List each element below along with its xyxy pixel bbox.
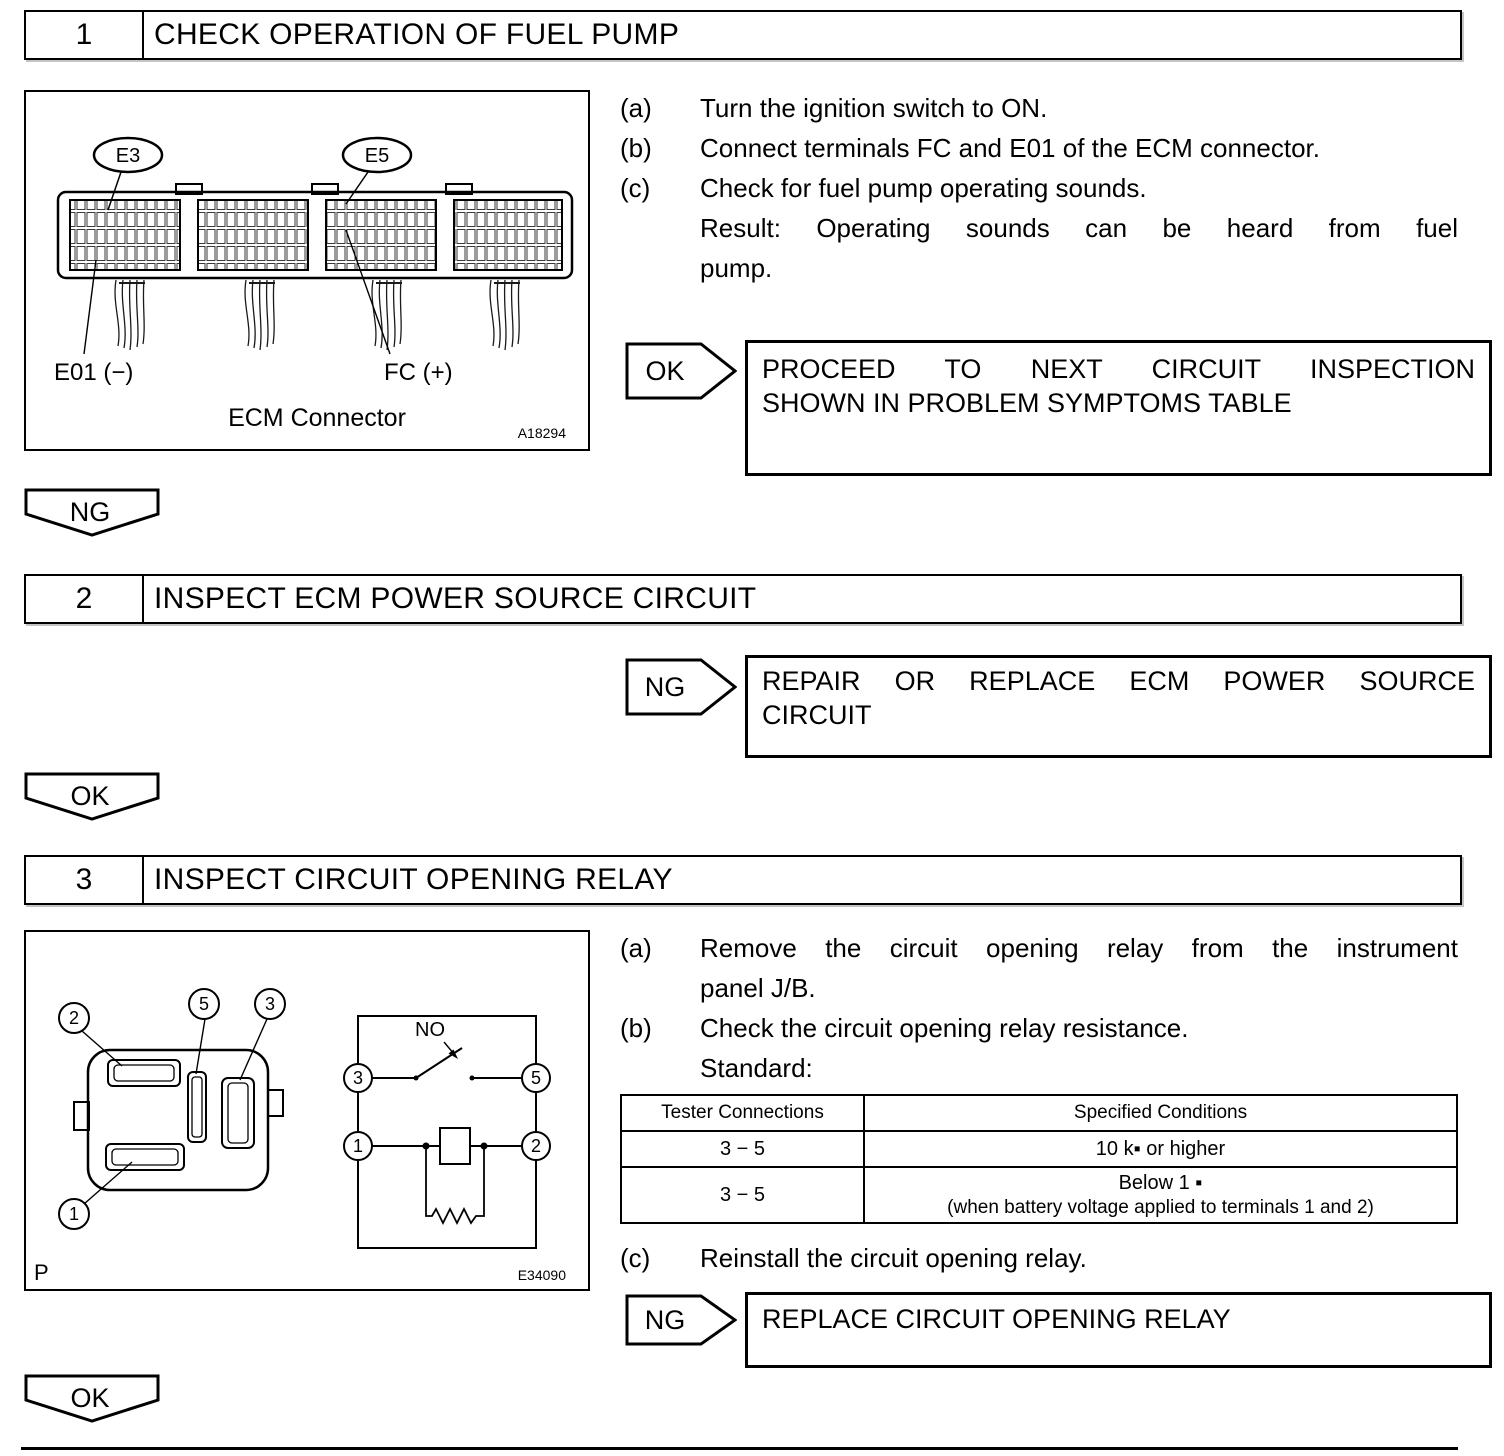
step3-ng-action-box (745, 1292, 1492, 1368)
step1-header (24, 10, 1462, 60)
instruction-text: Turn the ignition switch to ON. (700, 93, 1048, 123)
action-line: CIRCUIT (762, 700, 872, 730)
instruction-marker: (a) (620, 93, 652, 123)
fc-terminal-label: FC (+) (384, 359, 453, 386)
corner-label: P (34, 1260, 49, 1285)
ok-arrow-label: OK (645, 356, 685, 386)
step1-instructions (620, 88, 1458, 288)
instruction-text: Check the circuit opening relay resistance. (700, 1013, 1189, 1043)
step1-number: 1 (26, 12, 144, 58)
wire-bundles (115, 280, 520, 350)
step1-ng-connector (24, 488, 160, 543)
instruction-item (620, 1008, 1458, 1048)
spec-row (621, 1131, 1457, 1167)
spec-row (621, 1167, 1457, 1223)
step1-title: CHECK OPERATION OF FUEL PUMP (154, 18, 680, 51)
ng-connector-label: NG (69, 497, 111, 527)
standard-label: Standard: (700, 1053, 813, 1083)
pin-grid-blocks (70, 200, 562, 270)
instruction-text: Connect terminals FC and E01 of the ECM connector. (700, 133, 1320, 163)
instruction-item (620, 928, 1458, 1008)
relay-schematic (358, 1016, 536, 1248)
instruction-text (700, 928, 1458, 1008)
condition-note: (when battery voltage applied to terminals 1 and 2) (947, 1197, 1374, 1218)
pin5-callout: 5 (198, 994, 210, 1014)
result-line: Result: Operating sounds can be heard from fuel (700, 213, 1458, 243)
circuit-opening-relay-figure (24, 930, 590, 1291)
step3-instructions (620, 928, 1458, 1278)
ok-down-shape (24, 772, 160, 822)
figure-code: E34090 (517, 1267, 566, 1283)
e3-label: E3 (115, 145, 141, 167)
ok-connector-label: OK (70, 781, 110, 811)
ng-arrow-label: NG (644, 1305, 686, 1335)
relay-pin-callouts (59, 989, 285, 1229)
instruction-item (620, 128, 1458, 168)
result-line: pump. (700, 253, 773, 283)
instruction-marker: (a) (620, 933, 652, 963)
ok-down-shape (24, 1374, 160, 1424)
specified-conditions-header: Specified Conditions (864, 1095, 1457, 1131)
action-line: REPLACE CIRCUIT OPENING RELAY (762, 1304, 1231, 1334)
step2-header (24, 574, 1462, 624)
step2-number: 2 (26, 576, 144, 622)
action-line: REPAIR OR REPLACE ECM POWER SOURCE (762, 666, 1475, 696)
step3-header (24, 855, 1462, 905)
figure-code: A18294 (517, 425, 566, 441)
instruction-line: Remove the circuit opening relay from the instrument (700, 933, 1458, 963)
ecm-connector-figure (24, 90, 590, 451)
condition-value: Below 1 ▪ (1118, 1172, 1203, 1194)
pin1-callout: 1 (68, 1204, 80, 1224)
pin3-callout: 3 (264, 994, 276, 1014)
ng-down-shape (24, 488, 160, 538)
action-line: PROCEED TO NEXT CIRCUIT INSPECTION (762, 354, 1475, 384)
instruction-text: Reinstall the circuit opening relay. (700, 1243, 1087, 1273)
instruction-marker: (b) (620, 133, 652, 163)
relay-leader-lines (82, 1019, 267, 1204)
ecm-connector-drawing (26, 92, 584, 445)
condition-cell: 10 k▪ or higher (864, 1131, 1457, 1167)
resistance-spec-table (620, 1094, 1458, 1224)
ok-arrow-shape (625, 342, 737, 400)
e01-terminal-label: E01 (−) (54, 359, 134, 386)
instruction-item (620, 1238, 1458, 1278)
step2-ok-connector (24, 772, 160, 827)
ng-arrow-shape (625, 658, 737, 716)
relay-drawing (26, 932, 584, 1285)
action-line: SHOWN IN PROBLEM SYMPTOMS TABLE (762, 388, 1292, 418)
pin5-callout: 5 (530, 1068, 542, 1088)
ng-arrow-label: NG (644, 672, 686, 702)
step1-ok-action-box (745, 340, 1492, 476)
relay-body (74, 1050, 283, 1190)
instruction-item (620, 168, 1458, 208)
result-text (700, 208, 1458, 288)
connection-cell: 3 − 5 (621, 1131, 864, 1167)
instruction-marker: (b) (620, 1013, 652, 1043)
step1-ok-arrow (625, 342, 737, 405)
instruction-marker: (c) (620, 1243, 651, 1273)
connection-cell: 3 − 5 (621, 1167, 864, 1223)
step2-title: INSPECT ECM POWER SOURCE CIRCUIT (154, 582, 757, 615)
instruction-marker: (c) (620, 173, 651, 203)
step3-number: 3 (26, 857, 144, 903)
e5-label: E5 (364, 145, 390, 167)
pin2-callout: 2 (68, 1008, 80, 1028)
instruction-line: panel J/B. (700, 973, 816, 1003)
pin3-callout: 3 (352, 1068, 364, 1088)
instruction-item (620, 88, 1458, 128)
step3-title: INSPECT CIRCUIT OPENING RELAY (154, 863, 673, 896)
step3-ng-arrow (625, 1294, 737, 1351)
condition-cell (864, 1167, 1457, 1223)
ng-arrow-shape (625, 1294, 737, 1346)
figure-caption: ECM Connector (228, 404, 406, 432)
pin2-callout: 2 (530, 1136, 542, 1156)
tester-connections-header: Tester Connections (621, 1095, 864, 1131)
step2-ng-arrow (625, 658, 737, 721)
instruction-text: Check for fuel pump operating sounds. (700, 173, 1147, 203)
no-contact-label: NO (415, 1019, 445, 1041)
step3-ok-connector (24, 1374, 160, 1429)
step2-ng-action-box (745, 655, 1492, 758)
spec-table-header-row (621, 1095, 1457, 1131)
ok-connector-label: OK (70, 1383, 110, 1413)
pin1-callout: 1 (352, 1136, 364, 1156)
page-bottom-divider (21, 1447, 1458, 1450)
